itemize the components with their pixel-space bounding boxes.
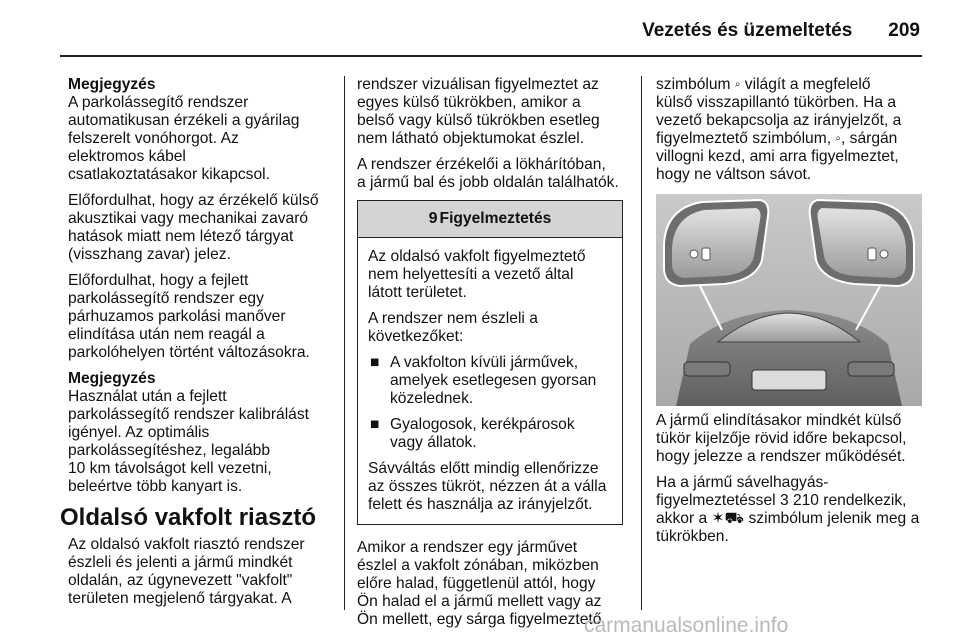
watermark: carmanualsonline.info [584,614,789,637]
column-1 [60,76,336,616]
paragraph-echo-interference: Előfordulhat, hogy az érzékelő külső akusztikai vagy mechanikai zavaró hatások miatt nem létező tárgyat (visszhang zavar) jelez. [68,192,319,263]
warning-text-2: A rendszer nem észleli a következőket: [368,310,538,345]
warning-text-3: Sávváltás előtt mindig ellenőrizze az összes tükröt, nézzen át a válla felett és használja az irányjelzőt. [368,460,607,513]
page-number: 209 [888,20,920,41]
column-divider-1 [344,76,345,610]
header-rule [60,55,922,57]
car-mirrors-image [656,194,922,406]
note-text-2: Használat után a fejlett parkolássegítő rendszer kalibrálást igényel. Az optimális parkolássegítéshez, legalább 10 km távolságot kell vezetni, beleértve több kanyart is. [68,388,309,495]
paragraph-symbol-lights: szimbólum ⌕ világít a megfelelő külső visszapillantó tükörben. Ha a vezető bekapcsolja az irányjelzőt, a figyelmeztető szimbólum, ⌕, sárgán villogni kezd, ami arra figyelmeztet, hogy ne váltson sávot. [656,76,902,183]
list-item [368,354,612,408]
paragraph-parallel-parking: Előfordulhat, hogy a fejlett parkolássegítő rendszer egy párhuzamos parkolási manőver elindítása után nem reagál a parkolóhelyen történt változásokra. [68,272,310,361]
paragraph-detection: Amikor a rendszer egy járművet észlel a vakfolt zónában, miközben előre halad, függetlenül attól, hogy Ön halad el a jármű mellett vagy az Ön mellett, egy sárga figyelmeztető [357,539,602,628]
column-3 [656,76,922,554]
paragraph-startup-check: A jármű elindításakor mindkét külső tükör kijelzője rövid időre bekapcsol, hogy jelezze a rendszer működését. [656,412,907,465]
warning-header [358,201,622,238]
list-item [368,416,612,452]
page-header [642,20,920,42]
bullet-text-2: Gyalogosok, kerékpárosok vagy állatok. [390,416,575,451]
section-heading: Oldalsó vakfolt riasztó [60,504,317,531]
bullet-square-icon: ■ [370,416,380,433]
note-label-1: Megjegyzés [68,76,156,93]
paragraph-sensor-location: A rendszer érzékelői a lökhárítóban, a jármű bal és jobb oldalán találhatók. [357,156,619,191]
paragraph-lane-departure: Ha a jármű sávelhagyás- figyelmeztetéssel 3 210 rendelkezik, akkor a ✶⛟ szimbólum jelenik meg a tükrökben. [656,474,920,545]
warning-body [358,238,622,524]
header-section-title: Vezetés és üzemeltetés [642,20,853,41]
note-text-1: A parkolássegítő rendszer automatikusan érzékeli a gyárilag felszerelt vonóhorgot. Az elektromos kábel csatlakoztatásakor kikapcsol. [68,94,300,183]
warning-text-1: Az oldalsó vakfolt figyelmeztető nem helyettesíti a vezető által látott területet. [368,248,586,301]
blind-spot-symbol-icon: ⌕ [835,133,841,144]
warning-icon: 9 [428,210,438,227]
lane-departure-symbol-icon: ✶⛟ [711,510,745,527]
mirror-illustration [656,194,922,406]
paragraph-visual-warning: rendszer vizuálisan figyelmeztet az egyes külső tükrökben, amikor a belső vagy külső tükrökben esetleg nem látható objektumokat észlel. [357,76,600,147]
bullet-text-1: A vakfolton kívüli járművek, amelyek esetlegesen gyorsan közelednek. [390,354,597,407]
column-2 [357,76,623,637]
blind-spot-symbol-icon: ⌕ [734,79,741,90]
page-reference-link[interactable]: 3 210 [779,492,819,509]
warning-title: Figyelmeztetés [439,210,552,227]
warning-box [357,200,623,525]
column-divider-2 [641,76,642,610]
bullet-square-icon: ■ [370,354,380,371]
paragraph-blind-spot-intro: Az oldalsó vakfolt riasztó rendszer észleli és jelenti a jármű mindkét oldalán, az úgynevezett "vakfolt" területen megjelenő tárgyakat. A [68,536,305,607]
note-label-2: Megjegyzés [68,370,156,387]
